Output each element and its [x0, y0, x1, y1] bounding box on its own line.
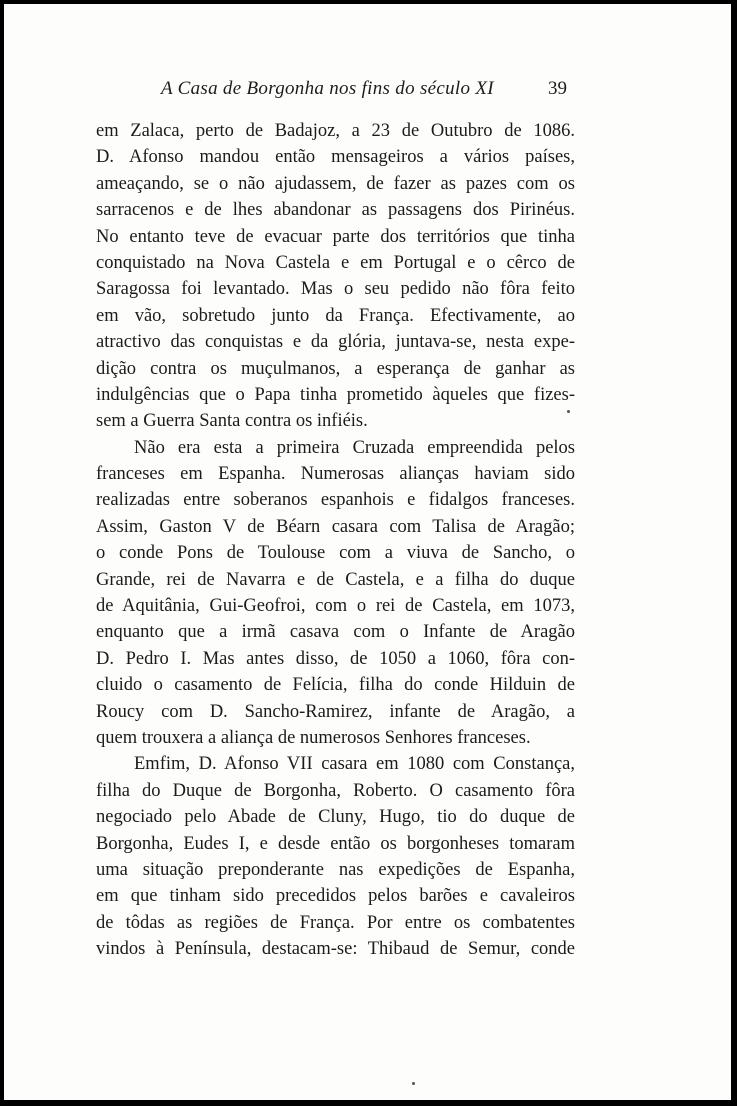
running-title: A Casa de Borgonha nos fins do século XI [161, 78, 494, 99]
text-line: Emfim, D. Afonso VII casara em 1080 com Constança, [134, 754, 575, 775]
text-line: em vão, sobretudo junto da França. Efectivamente, ao [96, 305, 575, 326]
body-text [96, 118, 575, 963]
text-line: negociado pelo Abade de Cluny, Hugo, tio do duque de [96, 807, 575, 828]
text-line: sem a Guerra Santa contra os infiéis. [96, 411, 368, 432]
text-line: uma situação preponderante nas expedições de Espanha, [96, 859, 575, 880]
text-line: Assim, Gaston V de Béarn casara com Talisa de Aragão; [96, 516, 575, 537]
text-line: dição contra os muçulmanos, a esperança de ganhar as [96, 358, 575, 379]
text-line: realizadas entre soberanos espanhois e fidalgos franceses. [96, 490, 575, 511]
paragraph-3 [96, 751, 575, 962]
text-line: atractivo das conquistas e da glória, juntava-se, nesta expe- [96, 332, 575, 353]
text-line: o conde Pons de Toulouse com a viuva de Sancho, o [96, 543, 575, 564]
text-line: Saragossa foi levantado. Mas o seu pedido não fôra feito [96, 279, 575, 300]
text-line: Roucy com D. Sancho-Ramirez, infante de Aragão, a [96, 701, 575, 722]
book-page [4, 4, 731, 1100]
text-line: filha do Duque de Borgonha, Roberto. O casamento fôra [96, 780, 575, 801]
text-line: vindos à Península, destacam-se: Thibaud de Semur, conde [96, 939, 575, 960]
text-line: Grande, rei de Navarra e de Castela, e a filha do duque [96, 569, 575, 590]
text-line: conquistado na Nova Castela e em Portugal e o cêrco de [96, 252, 575, 273]
paper-speck [412, 1082, 415, 1085]
text-line: indulgências que o Papa tinha prometido àqueles que fizes- [96, 384, 575, 405]
text-line: quem trouxera a aliança de numerosos Senhores franceses. [96, 727, 531, 748]
text-line: de tôdas as regiões de França. Por entre os combatentes [96, 912, 575, 933]
paragraph-1 [96, 118, 575, 435]
text-line: ameaçando, se o não ajudassem, de fazer as pazes com os [96, 173, 575, 194]
paragraph-2 [96, 435, 575, 752]
text-line: Borgonha, Eudes I, e desde então os borgonheses tomaram [96, 833, 575, 854]
text-line: D. Afonso mandou então mensageiros a vários países, [96, 147, 575, 168]
text-line: Não era esta a primeira Cruzada empreendida pelos [134, 437, 575, 458]
text-line: No entanto teve de evacuar parte dos territórios que tinha [96, 226, 575, 247]
text-line: D. Pedro I. Mas antes disso, de 1050 a 1060, fôra con- [96, 648, 575, 669]
text-line: sarracenos e de lhes abandonar as passagens dos Pirinéus. [96, 200, 575, 221]
paper-speck [567, 410, 570, 413]
text-line: cluido o casamento de Felícia, filha do conde Hilduin de [96, 675, 575, 696]
text-line: em que tinham sido precedidos pelos barões e cavaleiros [96, 886, 575, 907]
text-line: franceses em Espanha. Numerosas alianças haviam sido [96, 464, 575, 485]
running-header [4, 78, 731, 108]
text-line: enquanto que a irmã casava com o Infante de Aragão [96, 622, 575, 643]
text-line: de Aquitânia, Gui-Geofroi, com o rei de Castela, em 1073, [96, 596, 575, 617]
text-line: em Zalaca, perto de Badajoz, a 23 de Outubro de 1086. [96, 121, 575, 141]
page-number: 39 [548, 78, 567, 99]
